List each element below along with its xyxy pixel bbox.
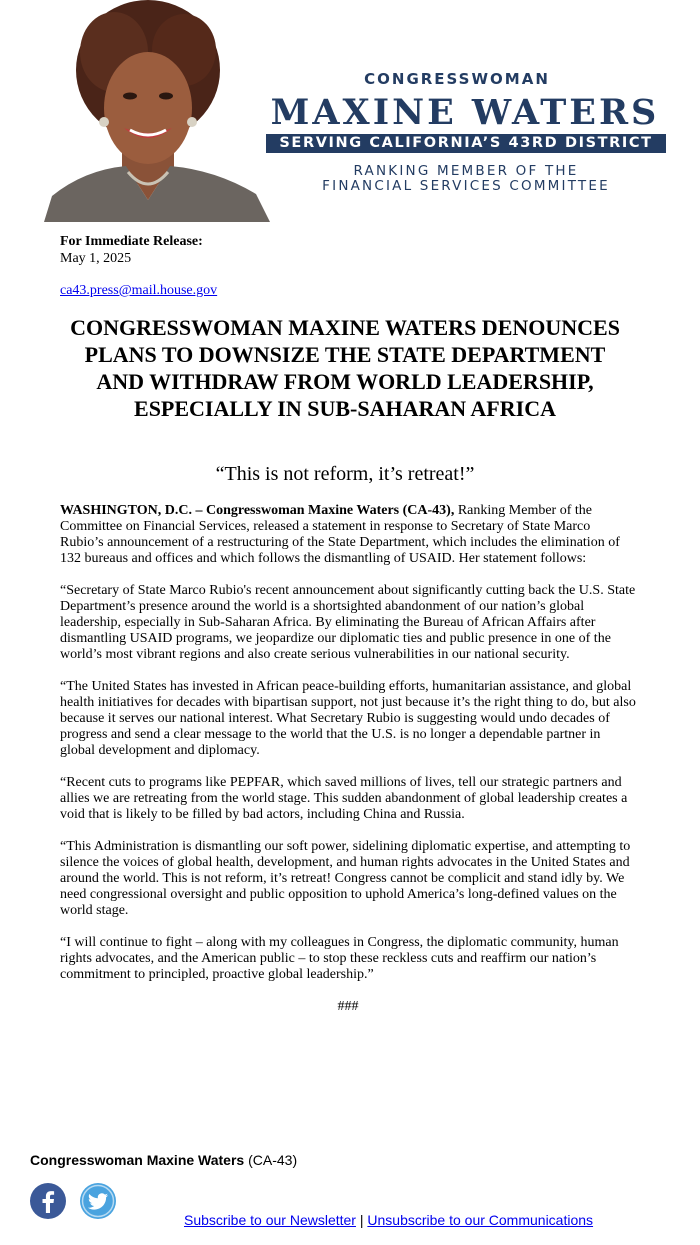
facebook-icon[interactable] bbox=[29, 1182, 67, 1220]
footer-signature bbox=[30, 1152, 297, 1168]
statement-paragraph: “The United States has invested in African peace-building efforts, humanitarian assistance, and global health initiatives for decades with bipartisan support, not just because it’s the right thing to do, but also because it serves our national interest. What Secretary Rubio is suggesting would undo decades of progress and send a clear message to the world that the U.S. is no longer a dependable partner in global development and diplomacy. bbox=[60, 679, 636, 758]
statement-paragraph: “Recent cuts to programs like PEPFAR, which saved millions of lives, tell our strategic partners and allies we are retreating from the world stage. This sudden abandonment of global leadership creates a void that is likely to be filled by bad actors, including China and Russia. bbox=[60, 775, 628, 822]
statement-paragraph: “This Administration is dismantling our soft power, sidelining diplomatic expertise, and attempting to silence the voices of global health, development, and human rights advocates in the United States and around the world. This is not reform, it’s retreat! Congress cannot be complicit and stand idly by. We need congressional oversight and public opposition to uphold America’s long-defined values on the world stage. bbox=[60, 839, 631, 918]
link-separator: | bbox=[355, 1212, 368, 1228]
statement-paragraph: “Secretary of State Marco Rubio's recent announcement about significantly cutting back the U.S. State Department’s presence around the world is a shortsighted abandonment of our nation’s global leadership, especially in Sub-Saharan Africa. By eliminating the Bureau of African Affairs after dismantling USAID programs, we jeopardize our diplomatic ties and public presence in one of the world’s most vibrant regions and also create serious vulnerabilities in our national security. bbox=[60, 583, 636, 662]
end-mark: ### bbox=[337, 999, 359, 1014]
role-line-2: FINANCIAL SERVICES COMMITTEE bbox=[322, 178, 610, 194]
unsubscribe-link[interactable]: Unsubscribe to our Communications bbox=[367, 1212, 594, 1228]
footer-district: (CA-43) bbox=[244, 1152, 298, 1168]
twitter-icon[interactable] bbox=[79, 1182, 117, 1220]
role-line-1: RANKING MEMBER OF THE bbox=[353, 163, 579, 179]
title-block bbox=[266, 70, 666, 194]
statement-paragraph: “I will continue to fight – along with my colleagues in Congress, the diplomatic community, human rights advocates, and the American public – to stop these reckless cuts and reaffirm our nation’s commitment to principled, proactive global leadership.” bbox=[60, 935, 619, 982]
header-banner bbox=[44, 0, 674, 222]
intro-paragraph bbox=[60, 503, 636, 567]
dateline: WASHINGTON, D.C. – Congresswoman Maxine Waters (CA-43), bbox=[60, 503, 455, 518]
release-meta bbox=[60, 233, 217, 299]
district-banner: SERVING CALIFORNIA’S 43RD DISTRICT bbox=[266, 134, 666, 153]
header-kicker: CONGRESSWOMAN bbox=[364, 70, 550, 88]
release-date: May 1, 2025 bbox=[60, 251, 132, 266]
press-release-body bbox=[60, 503, 636, 1015]
footer-name: Congresswoman Maxine Waters bbox=[30, 1152, 245, 1168]
portrait-photo bbox=[44, 0, 284, 222]
subheadline: “This is not reform, it’s retreat!” bbox=[215, 463, 475, 485]
header-name: MAXINE WATERS bbox=[270, 92, 660, 133]
press-email-link[interactable]: ca43.press@mail.house.gov bbox=[60, 283, 218, 298]
subscribe-link[interactable]: Subscribe to our Newsletter bbox=[184, 1212, 356, 1228]
release-label: For Immediate Release: bbox=[60, 234, 203, 249]
footer-links bbox=[184, 1212, 593, 1228]
intro-text: Ranking Member of the Committee on Financial Services, released a statement in response to Secretary of State Marco Rubio’s announcement of a restructuring of the State Department, which includes the elimination of 132 bureaus and offices and which follows the dismantling of USAID. Her statement follows: bbox=[60, 503, 620, 566]
headline: CONGRESSWOMAN MAXINE WATERS DENOUNCES PLANS TO DOWNSIZE THE STATE DEPARTMENT AND WITHDRAW FROM WORLD LEADERSHIP, ESPECIALLY IN SUB-SAHARAN AFRICA bbox=[70, 315, 620, 421]
